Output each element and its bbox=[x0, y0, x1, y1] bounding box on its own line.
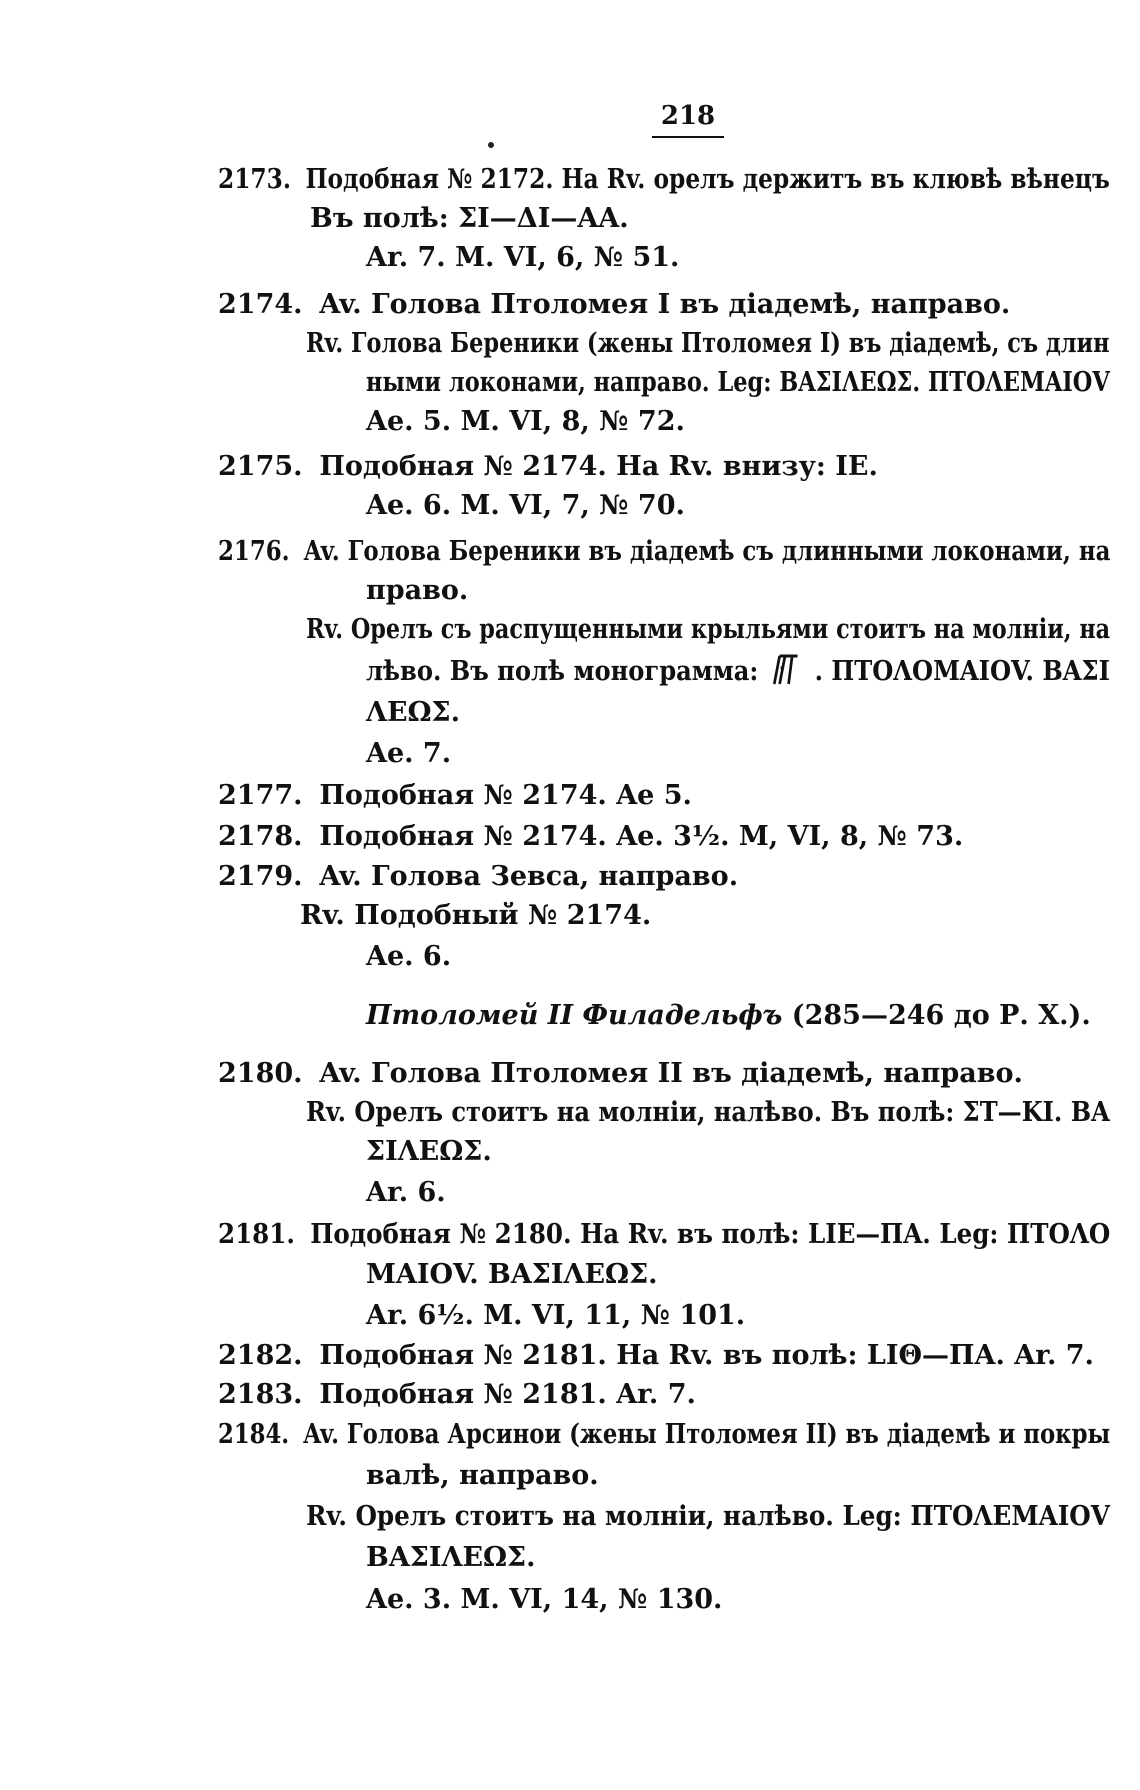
entry-text: ΣΙΛΕΩΣ. bbox=[366, 1136, 492, 1167]
page-number: 218 bbox=[652, 98, 724, 138]
entry-number: 2180. bbox=[218, 1058, 303, 1089]
entry-text: Ae. 5. M. VI, 8, № 72. bbox=[366, 406, 685, 437]
entry-text: Ae. 3. M. VI, 14, № 130. bbox=[366, 1584, 723, 1615]
entry-text: Подобная № 2181. На Rv. въ полѣ: LIΘ—ΠΑ. Ar. 7. bbox=[319, 1340, 1094, 1371]
entry-text: ΛΕΩΣ. bbox=[366, 697, 461, 728]
section-heading bbox=[366, 996, 1091, 1036]
entry-text: Rv. Подобный № 2174. bbox=[300, 900, 652, 931]
stray-dot-mark bbox=[488, 142, 494, 148]
entry-number: 2183. bbox=[218, 1379, 303, 1410]
entry-2174-line-2 bbox=[306, 324, 1110, 364]
entry-2182-line-1 bbox=[218, 1336, 1094, 1376]
entry-number: 2179. bbox=[218, 861, 303, 892]
entry-2176-line-6 bbox=[366, 734, 451, 774]
section-heading-ruler: Птоломей II Филадельфъ bbox=[366, 1000, 783, 1031]
entry-number: 2176. bbox=[218, 536, 290, 567]
entry-text: Подобная № 2174. Ae. 3½. M, VI, 8, № 73. bbox=[319, 821, 964, 852]
entry-2184-line-5 bbox=[366, 1580, 722, 1620]
entry-text: Въ полѣ: ΣΙ—ΔΙ—ΑΑ. bbox=[310, 203, 629, 234]
entry-number: 2175. bbox=[218, 451, 303, 482]
entry-2174-line-4 bbox=[366, 402, 685, 442]
entry-text: ΒΑΣΙΛΕΩΣ. bbox=[366, 1542, 536, 1573]
entry-2181-line-3 bbox=[366, 1296, 745, 1336]
entry-text: право. bbox=[366, 575, 469, 606]
entry-text: Av. Голова Зевса, направо. bbox=[319, 861, 739, 892]
entry-text: ными локонами, направо. Leg: ΒΑΣΙΛΕΩΣ. ΠΤΟΛΕΜΑΙΟV bbox=[366, 367, 1110, 398]
entry-text: Rv. Голова Береники (жены Птоломея I) въ діадемѣ, съ длин bbox=[306, 328, 1110, 359]
entry-2178-line-1 bbox=[218, 817, 963, 857]
entry-text: Ae. 6. M. VI, 7, № 70. bbox=[366, 490, 685, 521]
entry-text: Подобная № 2180. На Rv. въ полѣ: LIE—ΠΑ. Leg: ΠΤΟΛΟ bbox=[310, 1219, 1111, 1250]
section-heading-dates: (285—246 до Р. X.). bbox=[782, 1000, 1091, 1031]
entry-number: 2173. bbox=[218, 164, 291, 195]
entry-2175-line-1 bbox=[218, 447, 878, 487]
entry-2184-line-1 bbox=[218, 1415, 1110, 1455]
entry-2184-line-2 bbox=[366, 1456, 599, 1496]
entry-text: Подобная № 2181. Ar. 7. bbox=[319, 1379, 696, 1410]
entry-2173-line-2 bbox=[310, 199, 629, 239]
entry-text: Ae. 7. bbox=[366, 738, 452, 769]
entry-2184-line-4 bbox=[366, 1538, 536, 1578]
entry-2177-line-1 bbox=[218, 776, 692, 816]
entry-number: 2174. bbox=[218, 289, 303, 320]
entry-text: ΜΑΙΟV. ΒΑΣΙΛΕΩΣ. bbox=[366, 1259, 658, 1290]
entry-2180-line-3 bbox=[366, 1132, 492, 1172]
entry-2181-line-1 bbox=[218, 1215, 1110, 1255]
entry-text: Rv. Орелъ стоитъ на молніи, налѣво. Въ полѣ: ΣΤ—ΚΙ. ΒΑ bbox=[306, 1097, 1110, 1128]
entry-number: 2178. bbox=[218, 821, 303, 852]
entry-text: Rv. Орелъ стоитъ на молніи, налѣво. Leg: ΠΤΟΛΕΜΑΙΟV bbox=[306, 1501, 1110, 1532]
entry-text: Ar. 6½. M. VI, 11, № 101. bbox=[366, 1300, 746, 1331]
entry-2184-line-3 bbox=[306, 1497, 1110, 1537]
entry-text: Av. Голова Птоломея II въ діадемѣ, направо. bbox=[319, 1058, 1023, 1089]
entry-text: валѣ, направо. bbox=[366, 1460, 599, 1491]
entry-2174-line-3 bbox=[366, 363, 1110, 403]
monogram-icon bbox=[770, 652, 802, 686]
entry-text: Подобная № 2174. Ae 5. bbox=[319, 780, 692, 811]
entry-number: 2181. bbox=[218, 1219, 295, 1250]
entry-text: Ae. 6. bbox=[366, 941, 452, 972]
entry-2176-line-1 bbox=[218, 532, 1110, 572]
entry-2179-line-1 bbox=[218, 857, 738, 897]
entry-text: Подобная № 2174. На Rv. внизу: ΙΕ. bbox=[319, 451, 878, 482]
entry-2179-line-2 bbox=[300, 896, 651, 936]
entry-2179-line-3 bbox=[366, 937, 451, 977]
entry-text: Ar. 7. M. VI, 6, № 51. bbox=[366, 242, 680, 273]
entry-text: Ar. 6. bbox=[366, 1177, 446, 1208]
entry-2180-line-4 bbox=[366, 1173, 446, 1213]
entry-2176-line-4 bbox=[366, 652, 1110, 692]
entry-text: Rv. Орелъ съ распущенными крыльями стоитъ на молніи, на bbox=[306, 614, 1111, 645]
entry-2183-line-1 bbox=[218, 1375, 696, 1415]
entry-2173-line-1 bbox=[218, 160, 1110, 200]
entry-2175-line-2 bbox=[366, 486, 685, 526]
entry-2180-line-2 bbox=[306, 1093, 1110, 1133]
entry-2180-line-1 bbox=[218, 1054, 1023, 1094]
entry-2176-line-5 bbox=[366, 693, 460, 733]
entry-text: лѣво. Въ полѣ монограмма: bbox=[366, 656, 759, 687]
entry-text: Av. Голова Арсинои (жены Птоломея II) въ діадемѣ и покры bbox=[303, 1419, 1111, 1450]
entry-number: 2177. bbox=[218, 780, 303, 811]
entry-number: 2184. bbox=[218, 1419, 290, 1450]
entry-2176-line-3 bbox=[306, 610, 1110, 650]
entry-text: Подобная № 2172. На Rv. орелъ держитъ въ клювѣ вѣнецъ bbox=[305, 164, 1110, 195]
entry-2181-line-2 bbox=[366, 1255, 658, 1295]
entry-text: . ΠΤΟΛΟΜΑΙΟV. ΒΑΣΙ bbox=[814, 656, 1110, 687]
entry-number: 2182. bbox=[218, 1340, 303, 1371]
entry-text: Av. Голова Птоломея I въ діадемѣ, направо. bbox=[319, 289, 1011, 320]
entry-2176-line-2 bbox=[366, 571, 468, 611]
entry-2173-line-3 bbox=[366, 238, 679, 278]
entry-text: Av. Голова Береники въ діадемѣ съ длинными локонами, на bbox=[303, 536, 1111, 567]
entry-2174-line-1 bbox=[218, 285, 1010, 325]
